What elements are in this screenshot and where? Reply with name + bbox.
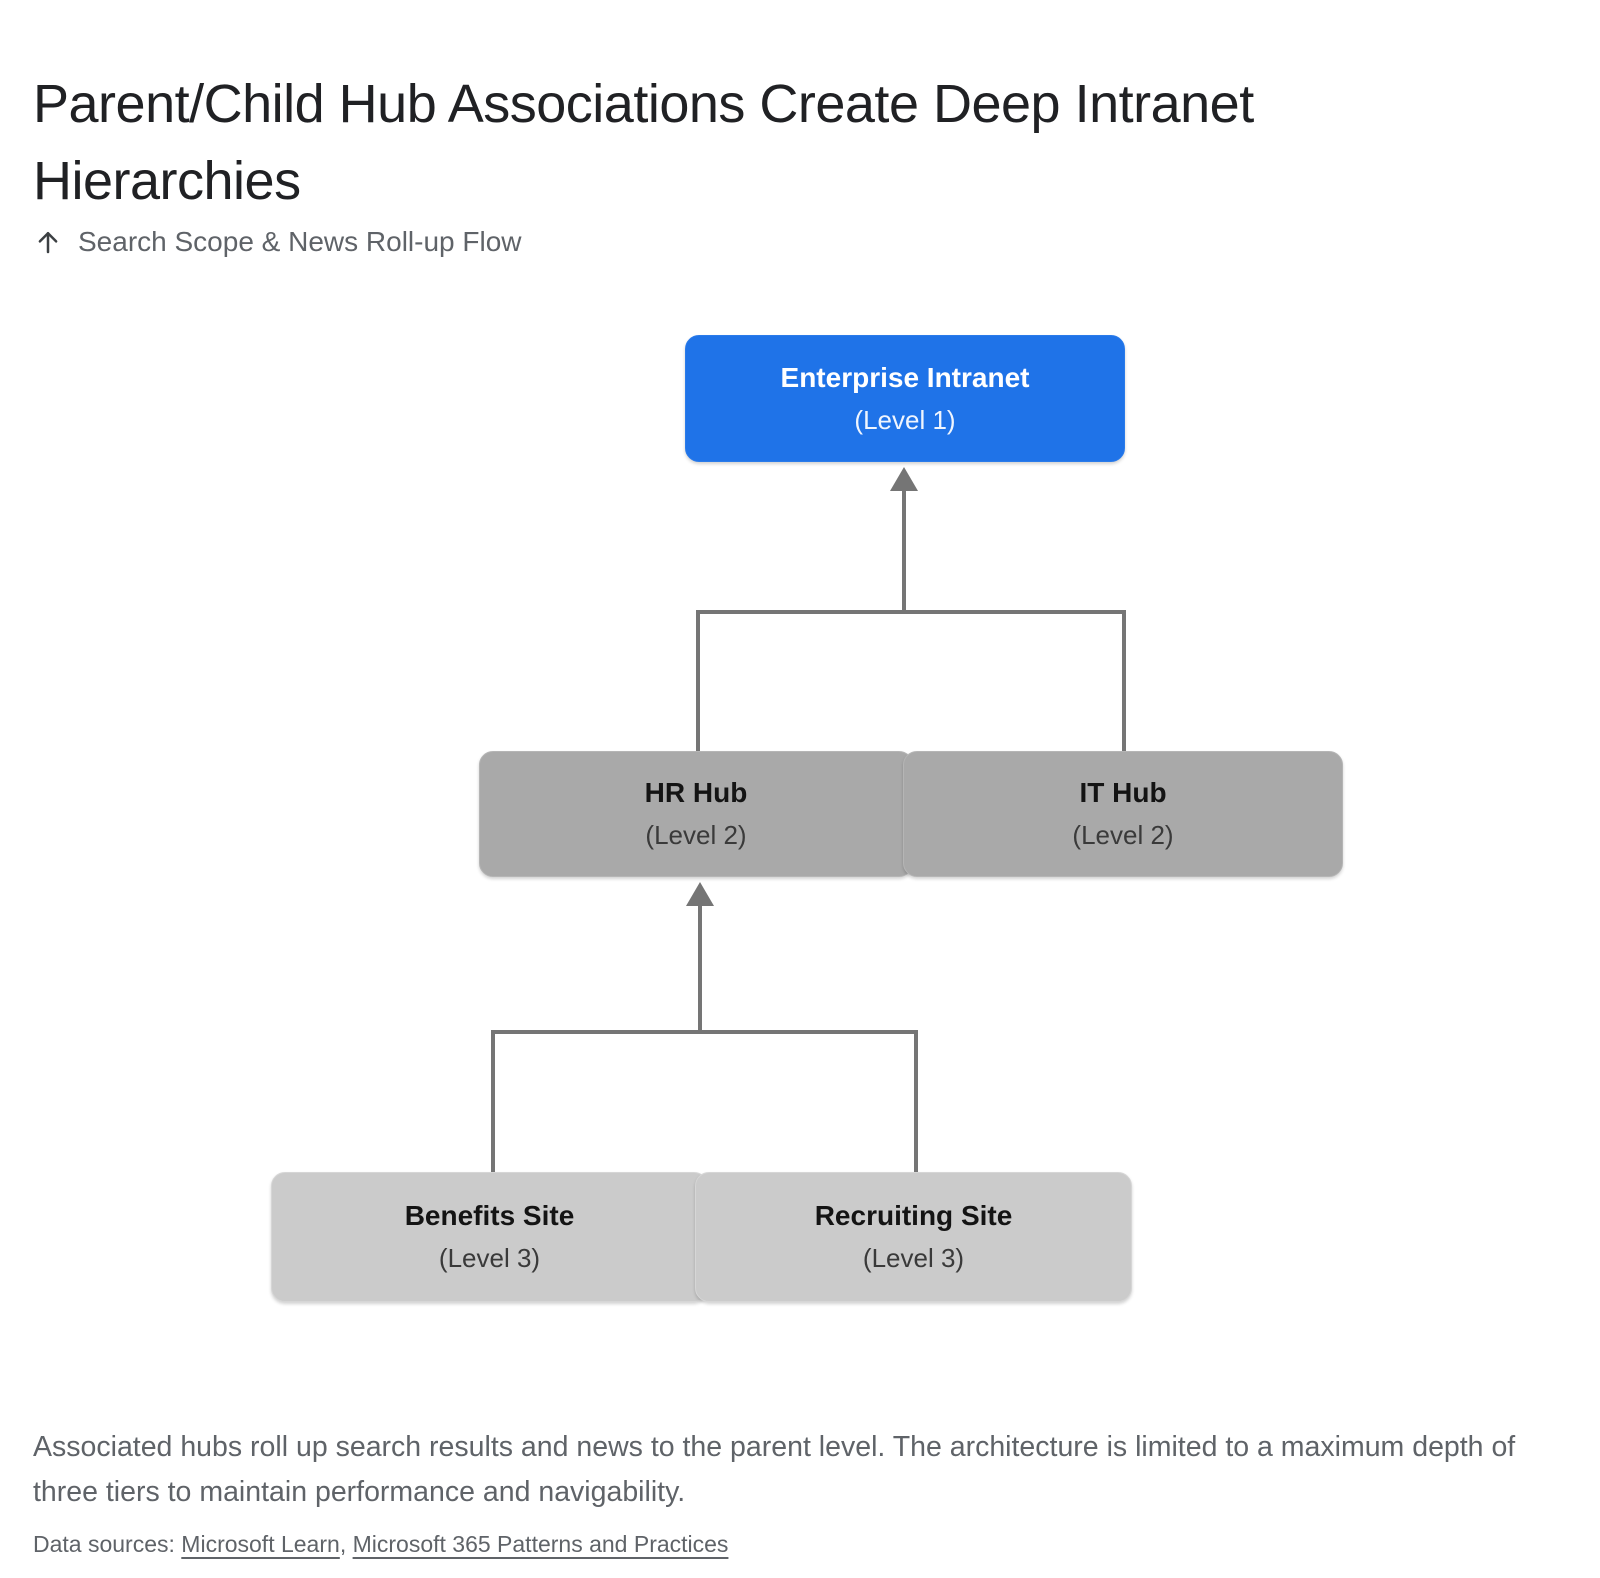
- edge-sites-to-hr-hub-stem: [698, 902, 702, 1032]
- node-level-label: (Level 2): [645, 820, 747, 850]
- edge-benefits-site-branch: [491, 1030, 495, 1174]
- node-level-label: (Level 3): [862, 1243, 965, 1273]
- node-level-label: (Level 3): [438, 1243, 541, 1273]
- source-link-microsoft-learn[interactable]: Microsoft Learn: [181, 1531, 340, 1557]
- node-recruiting-site: [695, 1172, 1132, 1302]
- edge-hr-hub-branch: [696, 610, 700, 753]
- node-title: Recruiting Site: [814, 1200, 1013, 1231]
- figure-caption-label: Search Scope & News Roll-up Flow: [78, 226, 522, 257]
- edge-sites-to-hr-hub-crossbar: [491, 1030, 918, 1034]
- node-level-label: (Level 2): [1072, 820, 1174, 850]
- source-link-microsoft-365-patterns[interactable]: Microsoft 365 Patterns and Practices: [352, 1531, 729, 1557]
- figure-description: Associated hubs roll up search results and news to the parent level. The architecture is limited to a maximum depth of three tiers to maintain performance and navigability.: [33, 1430, 1516, 1508]
- page-title: Parent/Child Hub Associations Create Deep Intranet Hierarchies: [33, 74, 1254, 212]
- edge-it-hub-branch: [1122, 610, 1126, 753]
- node-title: Enterprise Intranet: [780, 361, 1030, 393]
- node-hr-hub: [479, 751, 913, 877]
- data-sources-line: [33, 1531, 728, 1558]
- node-title: Benefits Site: [404, 1200, 575, 1231]
- edge-hubs-to-enterprise-crossbar: [696, 610, 1126, 614]
- node-level-label: (Level 1): [854, 404, 956, 435]
- edge-hubs-to-enterprise-stem: [902, 487, 906, 612]
- node-it-hub: [903, 751, 1343, 877]
- data-sources-separator: ,: [339, 1531, 353, 1557]
- data-sources-prefix: Data sources:: [33, 1531, 182, 1557]
- node-benefits-site: [271, 1172, 708, 1302]
- node-title: IT Hub: [1079, 777, 1167, 808]
- node-enterprise-intranet: [685, 335, 1125, 462]
- node-title: HR Hub: [644, 777, 748, 808]
- edge-recruiting-site-branch: [914, 1030, 918, 1174]
